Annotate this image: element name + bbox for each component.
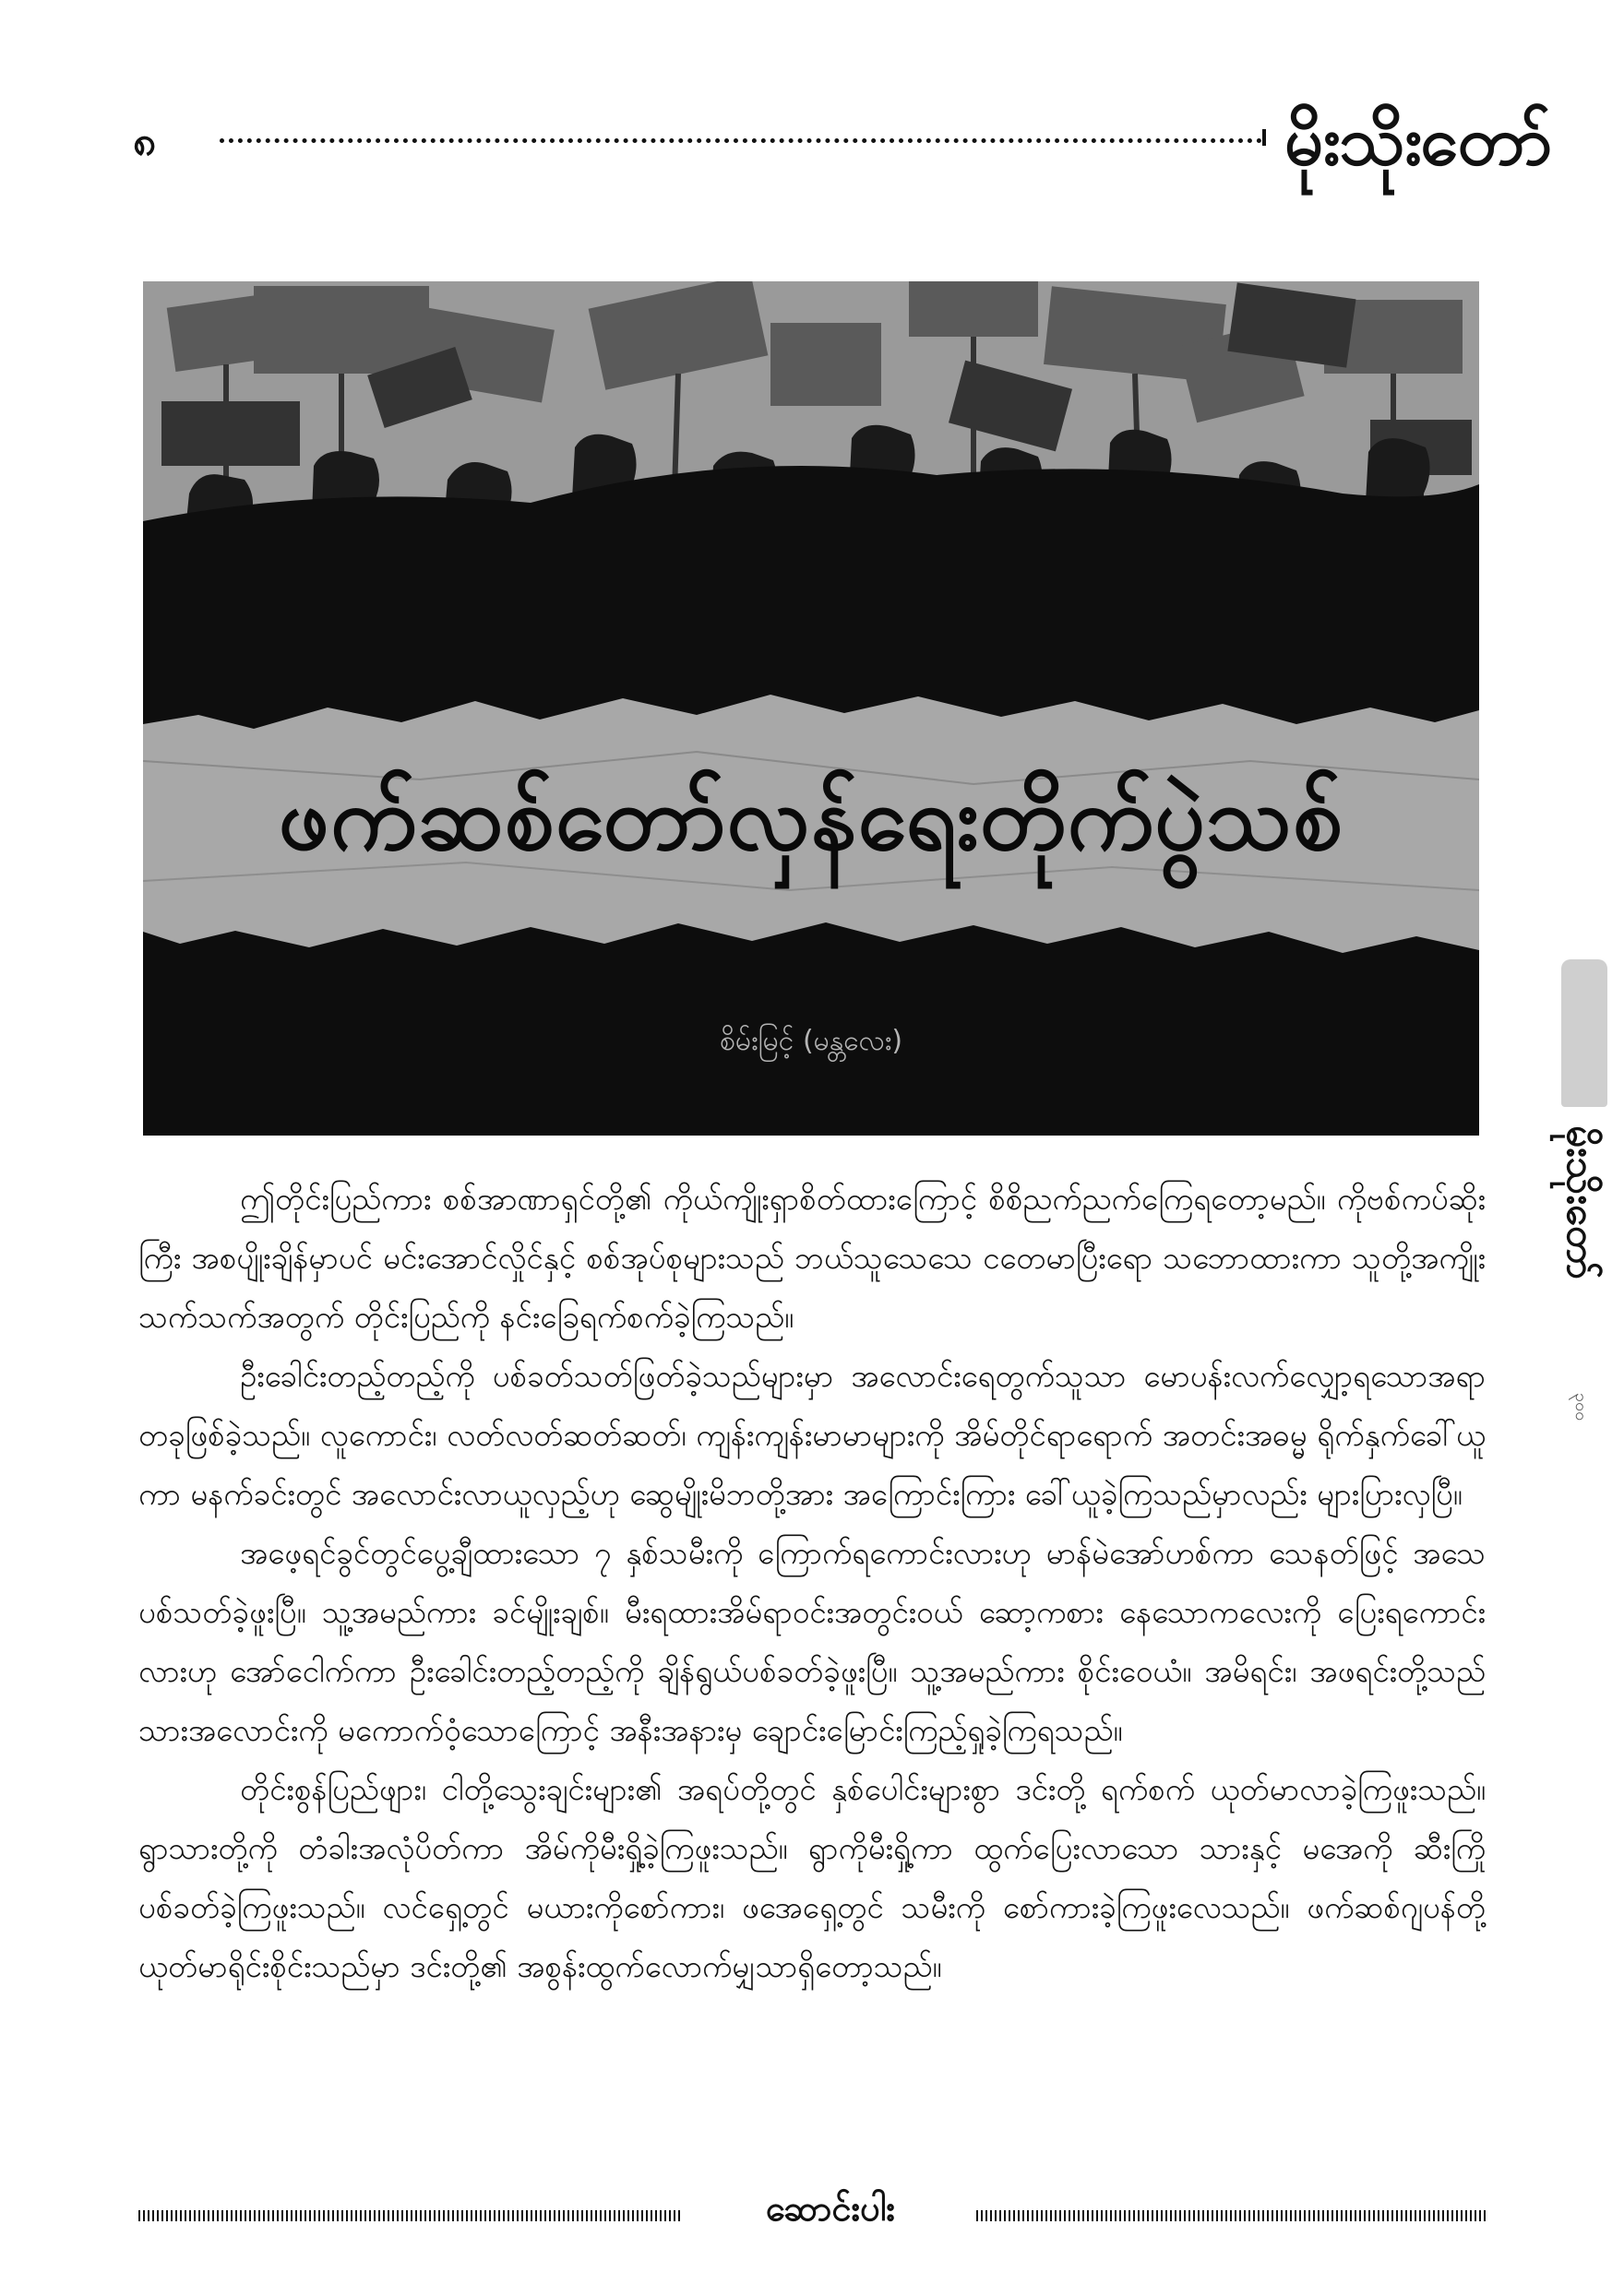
page-header xyxy=(120,101,1551,183)
masthead-logo: မိုးသိုးတော် xyxy=(1284,101,1551,181)
hand-logo-icon xyxy=(1561,959,1607,1107)
article-author: စိမ်းမြင့် (မန္တလေး) xyxy=(719,1025,903,1057)
header-rule-end xyxy=(1262,129,1266,146)
header-dotted-rule xyxy=(220,138,1262,143)
side-masthead: မိုးသိုးတော် xyxy=(1558,1125,1604,1279)
side-issue-number: ၃၀၀ xyxy=(1571,1393,1591,1422)
article-title: ဖက်ဆစ်တော်လှန်ရေးတိုက်ပွဲသစ် xyxy=(279,767,1343,870)
paragraph-3: အဖေ့ရင်ခွင်တွင်ပွေ့ချီထားသော ၇ နှစ်သမီးကို ကြောက်ရကောင်းလားဟု မာန်မဲအော်ဟစ်ကာ သေနတ်ဖြင့် အသေပစ်သတ်ခဲ့ဖူးပြီ။ သူ့အမည်ကား ခင်မျိုးချစ်။ မီးရထားအိမ်ရာဝင်းအတွင်းဝယ် ဆော့ကစား နေသောကလေးကို ပြေးရကောင်းလားဟု အော်ငေါက်ကာ ဦးခေါင်းတည့်တည့်ကို ချိန်ရွယ်ပစ်ခတ်ခဲ့ဖူးပြီ။ သူ့အမည်ကား စိုင်းဝေယံ။ အမိရင်း၊ အဖရင်းတို့သည် သားအလောင်းကို မကောက်ဝံ့သောကြောင့် အနီးအနားမှ ချောင်းမြောင်းကြည့်ရှုခဲ့ကြရသည်။ xyxy=(138,1535,1486,1748)
paragraph-1: ဤတိုင်းပြည်ကား စစ်အာဏာရှင်တို့၏ ကိုယ်ကျိုးရှာစိတ်ထားကြောင့် စိစိညက်ညက်ကြေရတော့မည်။ ကိုဗစ်ကပ်ဆိုးကြီး အစပျိုးချိန်မှာပင် မင်းအောင်လှိုင်နှင့် စစ်အုပ်စုများသည် ဘယ်သူသေသေ ငတေမာပြီးရော သဘောထားကာ သူတို့အကျိုးသက်သက်အတွက် တိုင်းပြည်ကို နင်းခြေရက်စက်ခဲ့ကြသည်။ xyxy=(138,1181,1486,1335)
footer-rule-right xyxy=(976,2210,1487,2221)
paragraph-4: တိုင်းစွန်ပြည်ဖျား၊ ငါတို့သွေးချင်းများ၏ အရပ်တို့တွင် နှစ်ပေါင်းများစွာ ဒင်းတို့ ရက်စက် ယုတ်မာလာခဲ့ကြဖူးသည်။ ရွာသားတို့ကို တံခါးအလုံပိတ်ကာ အိမ်ကိုမီးရှို့ခဲ့ကြဖူးသည်။ ရွာကိုမီးရှို့ကာ ထွက်ပြေးလာသော သားနှင့် မအေကို ဆီးကြို ပစ်ခတ်ခဲ့ကြဖူးသည်။ လင်ရှေ့တွင် မယားကိုစော်ကား၊ ဖအေရှေ့တွင် သမီးကို စော်ကားခဲ့ကြဖူးလေသည်။ ဖက်ဆစ်ဂျပန်တို့ ယုတ်မာရိုင်းစိုင်းသည်မှာ ဒင်းတို့၏ အစွန်းထွက်လောက်မျှသာရှိတော့သည်။ xyxy=(138,1771,1486,1984)
side-margin-mark xyxy=(1558,959,1609,1513)
protest-illustration xyxy=(143,281,1479,1136)
hero-image xyxy=(143,281,1479,1136)
section-label: ဆောင်းပါး xyxy=(765,2188,896,2229)
paragraph-2: ဦးခေါင်းတည့်တည့်ကို ပစ်ခတ်သတ်ဖြတ်ခဲ့သည်များမှာ အလောင်းရေတွက်သူသာ မောပန်းလက်လျှော့ရသောအရာ တခုဖြစ်ခဲ့သည်။ လူကောင်း၊ လတ်လတ်ဆတ်ဆတ်၊ ကျန်းကျန်းမာမာများကို အိမ်တိုင်ရာရောက် အတင်းအဓမ္မ ရိုက်နှက်ခေါ်ယူကာ မနက်ခင်းတွင် အလောင်းလာယူလှည့်ဟု ဆွေမျိုးမိဘတို့အား အကြောင်းကြား ခေါ်ယူခဲ့ကြသည်မှာလည်း များပြားလှပြီ။ xyxy=(138,1358,1486,1512)
page-number: ၈ xyxy=(133,118,157,165)
footer-rule-left xyxy=(138,2210,683,2221)
article-body xyxy=(138,1170,1486,1996)
crowd-silhouette xyxy=(143,466,1479,724)
page-footer xyxy=(138,2186,1487,2242)
